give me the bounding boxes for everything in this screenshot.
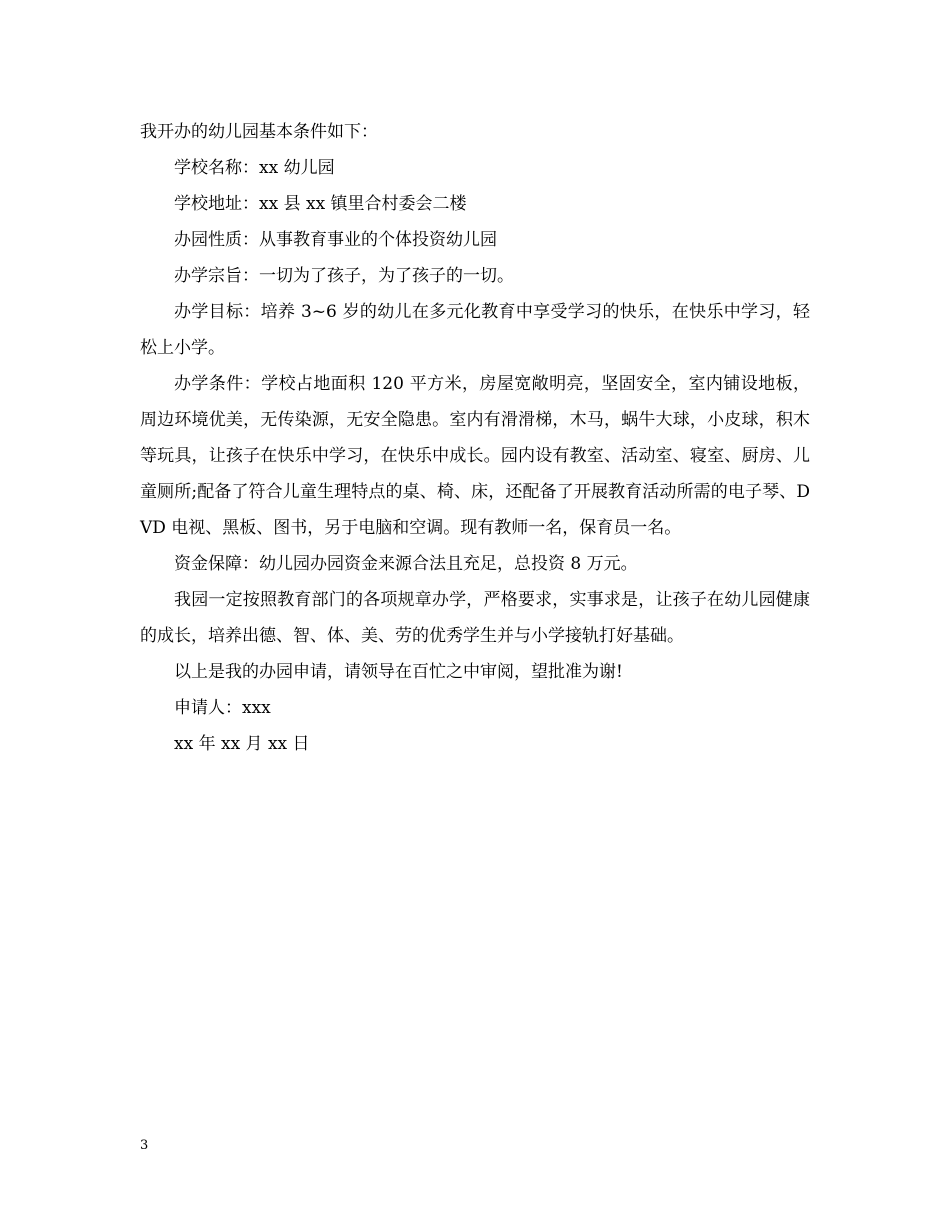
page-number: 3: [140, 1138, 149, 1153]
document-body: [140, 114, 810, 762]
funding-line: 资金保障：幼儿园办园资金来源合法且充足，总投资 8 万元。: [174, 554, 638, 574]
school-name-line: 学校名称：xx 幼儿园: [174, 158, 335, 178]
conditions-paragraph: 办学条件：学校占地面积 120 平方米，房屋宽敞明亮，坚固安全，室内铺设地板，周边环境优美，无传染源，无安全隐患。室内有滑滑梯，木马，蜗牛大球，小皮球，积木等玩具，让孩子在快乐中学习，在快乐中成长。园内设有教室、活动室、寝室、厨房、儿童厕所;配备了符合儿童生理特点的桌、椅、床，还配备了开展教育活动所需的电子琴、DVD 电视、黑板、图书，另于电脑和空调。现有教师一名，保育员一名。: [140, 374, 810, 538]
applicant-line: 申请人：xxx: [174, 698, 271, 718]
date-line: xx 年 xx 月 xx 日: [174, 734, 310, 754]
school-nature-line: 办园性质：从事教育事业的个体投资幼儿园: [174, 230, 497, 250]
purpose-line: 办学宗旨：一切为了孩子，为了孩子的一切。: [174, 266, 514, 286]
closing-line: 以上是我的办园申请，请领导在百忙之中审阅，望批准为谢!: [174, 662, 623, 682]
goal-paragraph: 办学目标：培养 3~6 岁的幼儿在多元化教育中享受学习的快乐，在快乐中学习，轻松上小学。: [140, 302, 810, 358]
commitment-paragraph: 我园一定按照教育部门的各项规章办学，严格要求，实事求是，让孩子在幼儿园健康的成长，培养出德、智、体、美、劳的优秀学生并与小学接轨打好基础。: [140, 590, 810, 646]
school-address-line: 学校地址：xx 县 xx 镇里合村委会二楼: [174, 194, 467, 214]
intro-paragraph: 我开办的幼儿园基本条件如下：: [140, 122, 378, 142]
